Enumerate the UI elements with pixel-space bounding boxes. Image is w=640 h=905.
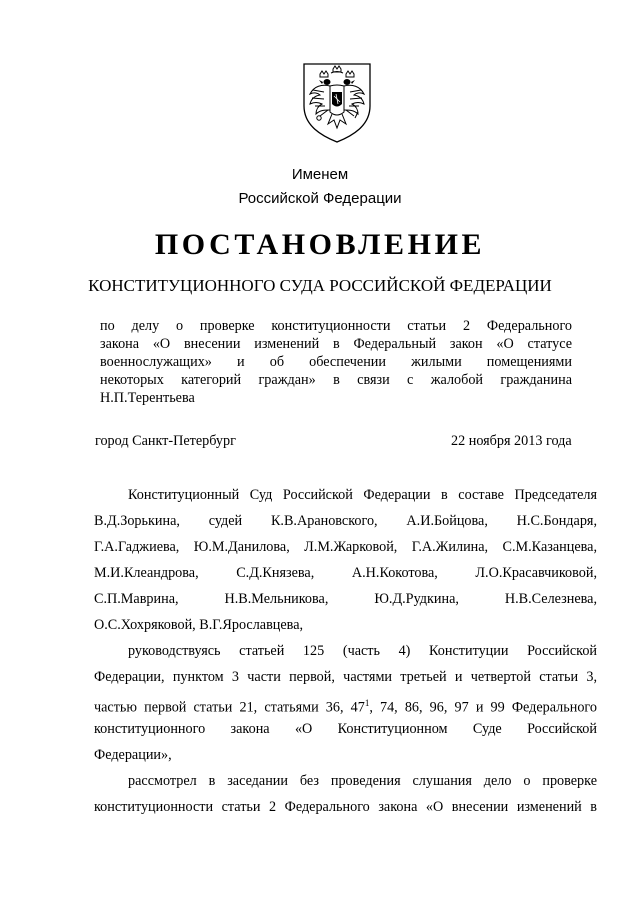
subject-line: некоторых категорий граждан» в связи с жалобой гражданина bbox=[100, 372, 572, 388]
document-title: ПОСТАНОВЛЕНИЕ bbox=[154, 228, 486, 261]
subject-line: закона «О внесении изменений в Федеральный закон «О статусе bbox=[100, 336, 572, 352]
body-line: О.С.Хохряковой, В.Г.Ярославцева, bbox=[94, 617, 304, 633]
body-line: Г.А.Гаджиева, Ю.М.Данилова, Л.М.Жарковой, Г.А.Жилина, С.М.Казанцева, bbox=[94, 539, 597, 555]
document-body bbox=[94, 482, 597, 820]
body-line: Федерации, пунктом 3 части первой, частями третьей и четвертой статьи 3, bbox=[94, 669, 597, 685]
body-line: конституционного закона «О Конституционном Суде Российской bbox=[94, 721, 597, 737]
body-line: руководствуясь статьей 125 (часть 4) Конституции Российской bbox=[128, 643, 597, 659]
body-line: М.И.Клеандрова, С.Д.Князева, А.Н.Кокотова, Л.О.Красавчиковой, bbox=[94, 565, 597, 581]
body-line: конституционности статьи 2 Федерального закона «О внесении изменений в bbox=[94, 799, 597, 815]
body-line: Конституционный Суд Российской Федерации в составе Председателя bbox=[128, 487, 597, 503]
body-line: рассмотрел в заседании без проведения слушания дело о проверке bbox=[128, 773, 597, 789]
article-superscript: 1 bbox=[364, 698, 370, 708]
subject-line: военнослужащих» и об обеспечении жилыми помещениями bbox=[100, 354, 572, 370]
document-subtitle: КОНСТИТУЦИОННОГО СУДА РОССИЙСКОЙ ФЕДЕРАЦИИ bbox=[88, 276, 552, 295]
body-line bbox=[94, 690, 597, 716]
header-in-the-name: Именем bbox=[291, 166, 349, 183]
body-line-part: , 74, 86, 96, 97 и 99 Федерального bbox=[369, 699, 597, 716]
header-russian-federation: Российской Федерации bbox=[238, 190, 402, 207]
body-line: С.П.Маврина, Н.В.Мельникова, Ю.Д.Рудкина, Н.В.Селезнева, bbox=[94, 591, 597, 607]
body-line: В.Д.Зорькина, судей К.В.Арановского, А.И.Бойцова, Н.С.Бондаря, bbox=[94, 513, 597, 529]
subject-line: по делу о проверке конституционности статьи 2 Федерального bbox=[100, 318, 572, 334]
date-of-issue: 22 ноября 2013 года bbox=[451, 433, 572, 449]
body-line: Федерации», bbox=[94, 747, 172, 763]
place-of-issue: город Санкт-Петербург bbox=[95, 433, 236, 449]
russian-coat-of-arms-icon bbox=[300, 60, 374, 144]
subject-line: Н.П.Терентьева bbox=[100, 390, 195, 406]
case-subject bbox=[100, 317, 572, 407]
body-line-part: частью первой статьи 21, статьями 36, 47 bbox=[94, 699, 365, 716]
